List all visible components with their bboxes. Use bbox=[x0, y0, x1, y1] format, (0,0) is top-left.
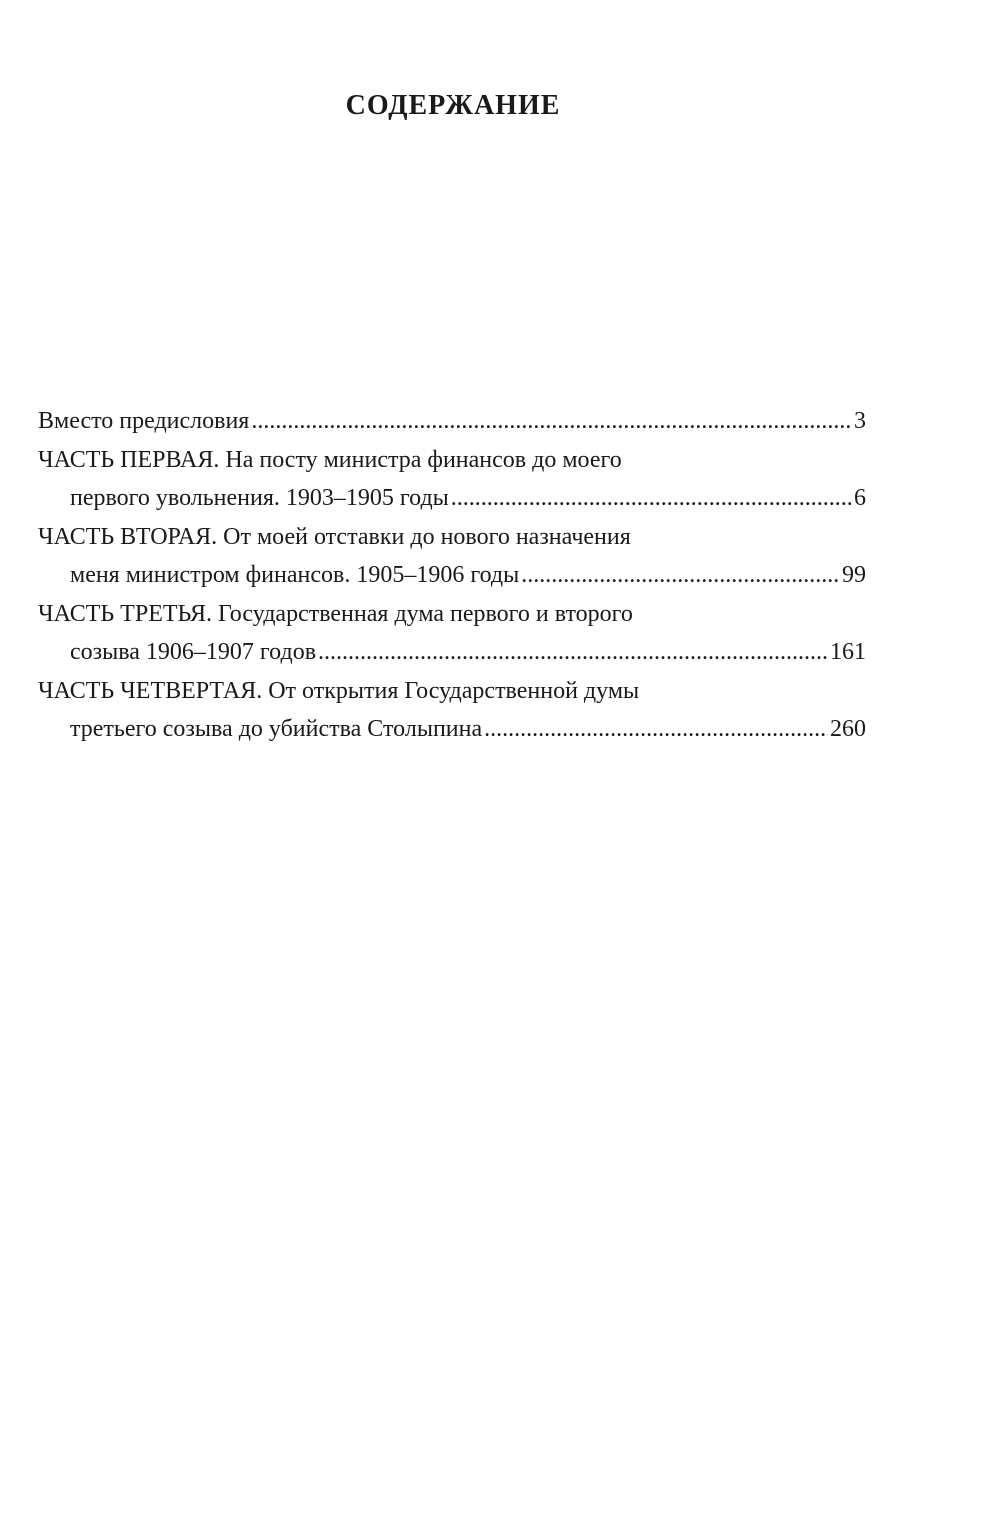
toc-page-number: 99 bbox=[842, 562, 866, 588]
toc-entry-line bbox=[38, 518, 866, 557]
toc-entry-title-continued: третьего созыва до убийства Столыпина bbox=[70, 716, 483, 742]
toc-entry-title: ЧАСТЬ ПЕРВАЯ. На посту министра финансов до моего bbox=[38, 446, 622, 473]
toc-page-number: 260 bbox=[830, 716, 866, 742]
toc-entry-title-continued: меня министром финансов. 1905–1906 годы bbox=[70, 562, 520, 588]
toc-entry-preface bbox=[38, 402, 866, 441]
toc-entry-part-2 bbox=[38, 518, 866, 595]
toc-entry-line bbox=[38, 633, 866, 672]
table-of-contents bbox=[38, 402, 866, 749]
toc-entry-line bbox=[38, 402, 866, 441]
dot-leader bbox=[484, 710, 828, 749]
toc-page-number: 3 bbox=[854, 408, 866, 434]
toc-entry-title: ЧАСТЬ ТРЕТЬЯ. Государственная дума первого и второго bbox=[38, 600, 633, 627]
toc-entry-line bbox=[38, 672, 866, 711]
toc-entry-line bbox=[38, 595, 866, 634]
dot-leader bbox=[521, 556, 840, 595]
dot-leader bbox=[251, 402, 852, 441]
toc-entry-part-3 bbox=[38, 595, 866, 672]
page-title: СОДЕРЖАНИЕ bbox=[345, 90, 561, 121]
dot-leader bbox=[451, 479, 852, 518]
toc-entry-line bbox=[38, 710, 866, 749]
toc-entry-title-continued: первого увольнения. 1903–1905 годы bbox=[70, 485, 449, 511]
toc-entry-title: Вместо предисловия bbox=[38, 408, 250, 434]
toc-entry-title-continued: созыва 1906–1907 годов bbox=[70, 639, 317, 665]
dot-leader bbox=[318, 633, 828, 672]
toc-page-number: 161 bbox=[830, 639, 866, 665]
toc-entry-part-1 bbox=[38, 441, 866, 518]
toc-entry-line bbox=[38, 441, 866, 480]
toc-entry-line bbox=[38, 479, 866, 518]
toc-entry-title: ЧАСТЬ ВТОРАЯ. От моей отставки до нового назначения bbox=[38, 523, 631, 550]
toc-entry-line bbox=[38, 556, 866, 595]
toc-page-number: 6 bbox=[854, 485, 866, 511]
toc-entry-title: ЧАСТЬ ЧЕТВЕРТАЯ. От открытия Государственной думы bbox=[38, 677, 640, 704]
toc-entry-part-4 bbox=[38, 672, 866, 749]
